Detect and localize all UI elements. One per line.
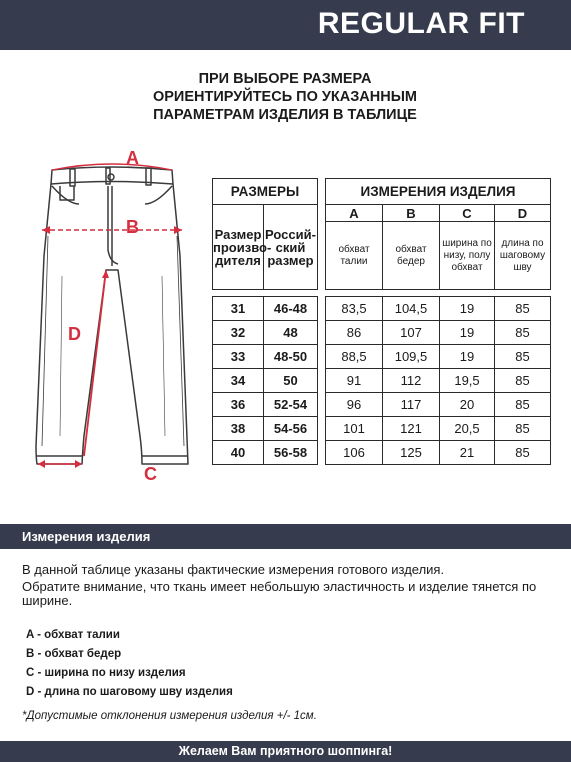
- label-b: B: [126, 217, 139, 237]
- size-instruction: [120, 70, 450, 124]
- fly-stitch: [108, 186, 118, 264]
- tolerance-note: *Допустимые отклонения измерения изделия +/- 1см.: [22, 710, 317, 722]
- table-row: 34 50 91 112 19,5 85: [213, 369, 551, 393]
- col-d-header: D: [495, 205, 551, 222]
- table-row: 38 54-56 101 121 20,5 85: [213, 417, 551, 441]
- waist-button: [108, 174, 114, 180]
- label-c: C: [144, 464, 157, 484]
- measurements-header: ИЗМЕРЕНИЯ ИЗДЕЛИЯ: [326, 179, 551, 205]
- legend-item: D - длина по шаговому шву изделия: [26, 686, 233, 698]
- coin-pocket: [60, 186, 74, 200]
- footer-text: Желаем Вам приятного шоппинга!: [178, 744, 393, 758]
- table-row: 33 48-50 88,5 109,5 19 85: [213, 345, 551, 369]
- right-pocket: [145, 186, 172, 204]
- belt-loop: [70, 169, 75, 186]
- arrow-head: [75, 460, 82, 468]
- instruction-line: ОРИЕНТИРУЙТЕСЬ ПО УКАЗАННЫМ: [152, 89, 417, 105]
- footer-bar: [0, 741, 571, 762]
- left-pocket: [52, 186, 79, 204]
- arrow-head: [38, 460, 45, 468]
- inseam-measure-line: [84, 270, 106, 456]
- arrow-head: [102, 270, 109, 278]
- instruction-line: ПРИ ВЫБОРЕ РАЗМЕРА: [198, 71, 372, 87]
- top-banner: [0, 0, 571, 50]
- section-header: [0, 524, 571, 549]
- sizes-header: РАЗМЕРЫ: [213, 179, 318, 205]
- description-paragraph: В данной таблице указаны фактические измерения готового изделия.: [22, 562, 445, 577]
- legend-item: A - обхват талии: [26, 629, 120, 641]
- col-a-desc: обхват талии: [326, 222, 383, 290]
- crease: [162, 276, 165, 436]
- col-a-header: A: [326, 205, 383, 222]
- legend-item: C - ширина по низу изделия: [26, 667, 186, 679]
- label-d: D: [68, 324, 81, 344]
- col-c-desc: ширина по низу, полу обхват: [440, 222, 495, 290]
- jeans-diagram: [22, 146, 202, 486]
- col-c-header: C: [440, 205, 495, 222]
- fit-title: REGULAR FIT: [317, 7, 525, 40]
- russian-size-header: Россий- ский размер: [264, 205, 318, 290]
- description-paragraph: Обратите внимание, что ткань имеет небольшую эластичность и изделие тянется по ширине.: [22, 579, 537, 608]
- crease: [60, 276, 62, 436]
- col-d-desc: длина по шаговому шву: [495, 222, 551, 290]
- table-row: 32 48 86 107 19 85: [213, 321, 551, 345]
- table-row: 31 46-48 83,5 104,5 19 85: [213, 297, 551, 321]
- table-row: 40 56-58 106 125 21 85: [213, 441, 551, 465]
- maker-size-header: Размер произво- дителя: [213, 205, 264, 290]
- measurement-legend: [26, 626, 233, 702]
- label-a: A: [126, 148, 139, 168]
- col-b-header: B: [383, 205, 440, 222]
- col-b-desc: обхват бедер: [383, 222, 440, 290]
- instruction-line: ПАРАМЕТРАМ ИЗДЕЛИЯ В ТАБЛИЦЕ: [153, 107, 417, 123]
- section-title: Измерения изделия: [22, 529, 151, 544]
- size-table: [212, 178, 551, 465]
- table-row: 36 52-54 96 117 20 85: [213, 393, 551, 417]
- legend-item: B - обхват бедер: [26, 648, 122, 660]
